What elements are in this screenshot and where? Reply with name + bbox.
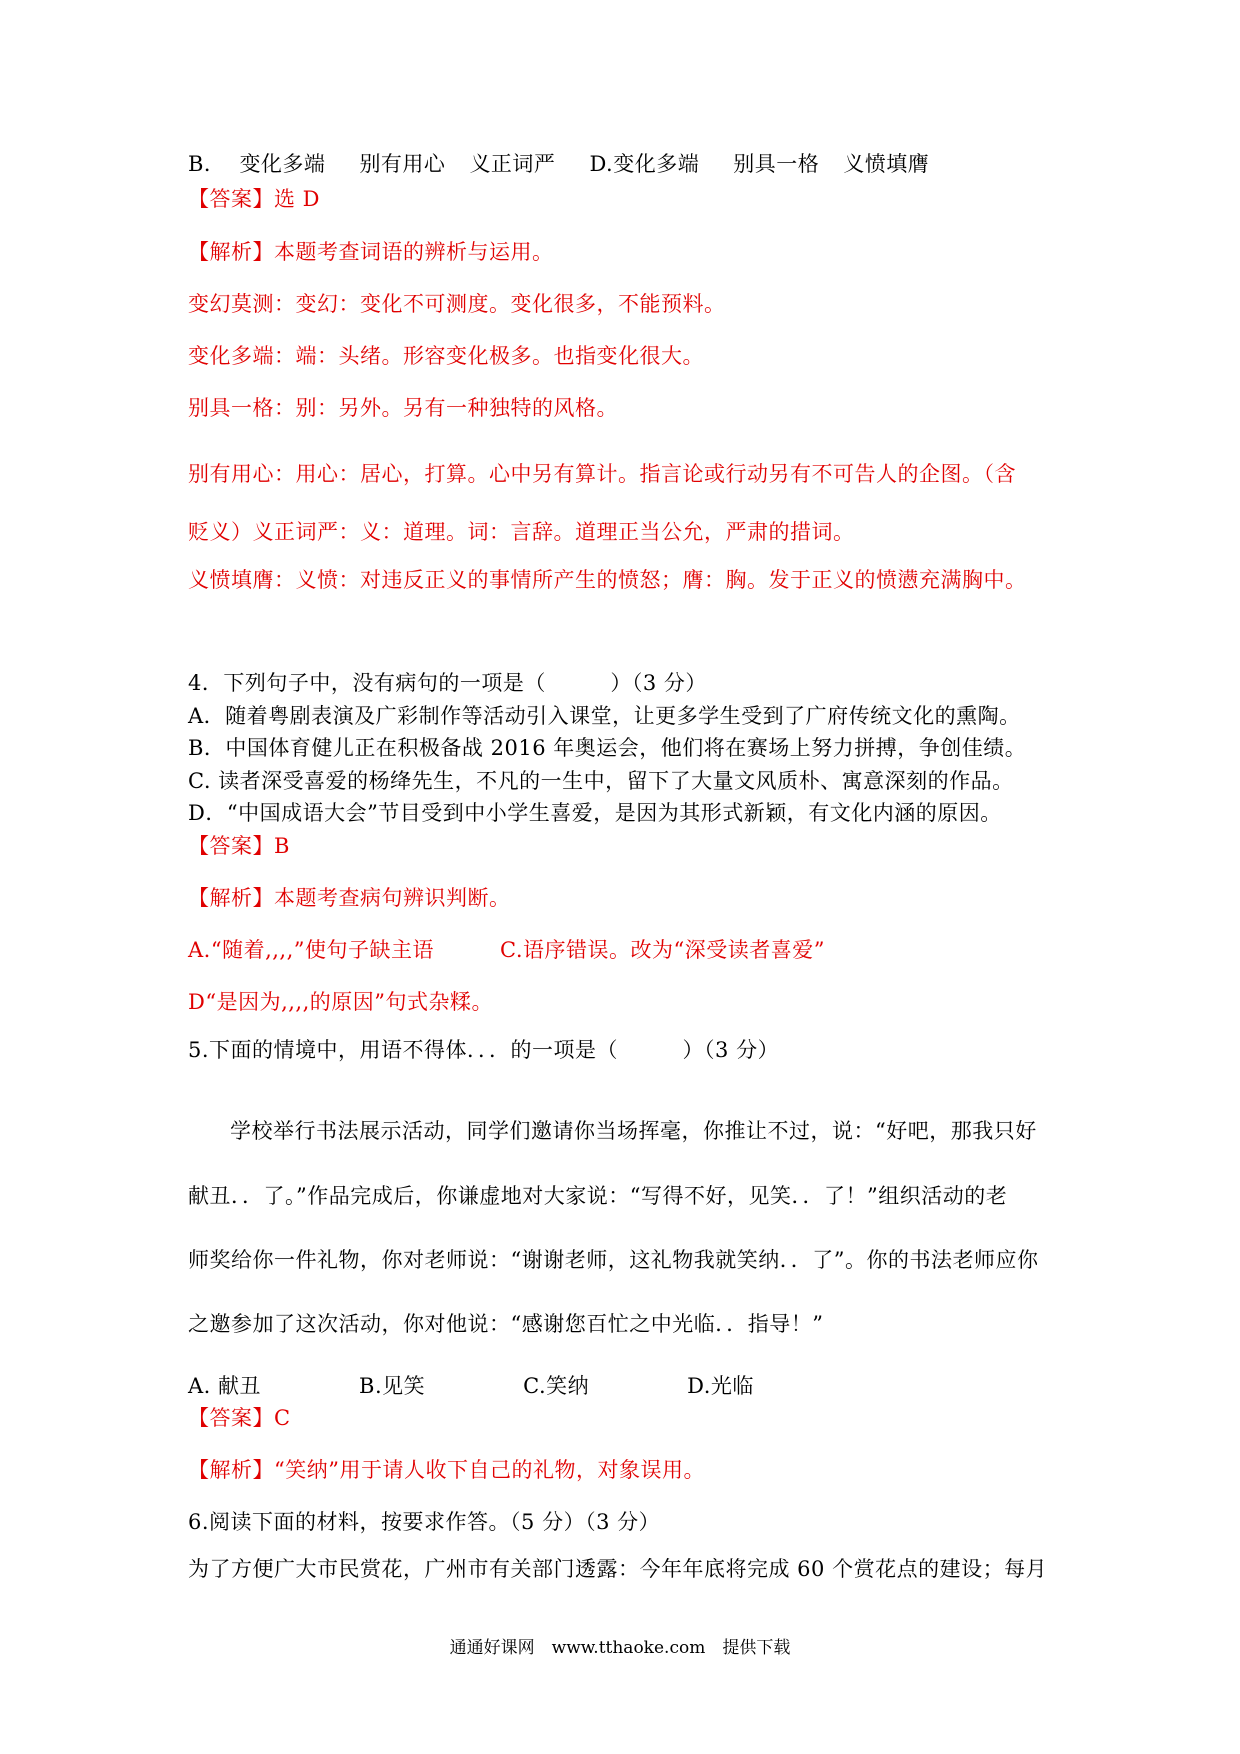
option-word: 别具一格 xyxy=(733,152,820,176)
q5-option-a: A. 献丑 xyxy=(188,1374,262,1398)
q5-passage-line: 师奖给你一件礼物，你对老师说：“谢谢老师，这礼物我就笑纳．．了”。你的书法老师应你 xyxy=(188,1248,1039,1272)
q4-option-c: C. 读者深受喜爱的杨绛先生，不凡的一生中，留下了大量文风质朴、寓意深刻的作品。 xyxy=(188,769,1014,793)
q4-option-a: A．随着粤剧表演及广彩制作等活动引入课堂，让更多学生受到了广府传统文化的熏陶。 xyxy=(188,704,1021,728)
q5-answer: 【答案】C xyxy=(188,1406,291,1430)
q3-analysis-line: 贬义）义正词严：义：道理。词：言辞。道理正当公允，严肃的措词。 xyxy=(188,520,855,544)
q3-analysis-line: 变幻莫测：变幻：变化不可测度。变化很多，不能预料。 xyxy=(188,292,726,316)
q6-stem: 6.阅读下面的材料，按要求作答。（5 分）（3 分） xyxy=(188,1510,661,1534)
q5-option-c: C.笑纳 xyxy=(523,1374,590,1398)
q5-passage-line: 之邀参加了这次活动，你对他说：“感谢您百忙之中光临．．指导！” xyxy=(188,1312,824,1336)
q5-passage-line: 献丑．．了。”作品完成后，你谦虚地对大家说：“写得不好，见笑．．了！”组织活动的老 xyxy=(188,1184,1008,1208)
q5-option-b: B.见笑 xyxy=(359,1374,426,1398)
option-word: 变化多端 xyxy=(239,152,326,176)
option-word: 义正词严 xyxy=(469,152,556,176)
option-label: B． xyxy=(188,152,226,176)
q3-option-b-line xyxy=(188,150,929,178)
q4-analysis-a: A.“随着,,,,”使句子缺主语 xyxy=(188,938,435,962)
option-word: 义愤填膺 xyxy=(843,152,930,176)
q5-option-d: D.光临 xyxy=(687,1374,754,1398)
q4-answer: 【答案】B xyxy=(188,834,290,858)
q4-stem: 4．下列句子中，没有病句的一项是（ ）（3 分） xyxy=(188,671,707,695)
option-word: 别有用心 xyxy=(359,152,446,176)
q3-answer: 【答案】选 D xyxy=(188,187,321,211)
q3-analysis-title: 【解析】本题考查词语的辨析与运用。 xyxy=(188,240,554,264)
q3-analysis-line: 义愤填膺：义愤：对违反正义的事情所产生的愤怒；膺：胸。发于正义的愤懑充满胸中。 xyxy=(188,568,1027,592)
q4-analysis-d: D“是因为,,,,的原因”句式杂糅。 xyxy=(188,990,494,1014)
q4-analysis-title: 【解析】本题考查病句辨识判断。 xyxy=(188,886,511,910)
q6-text: 为了方便广大市民赏花，广州市有关部门透露：今年年底将完成 60 个赏花点的建设；每月 xyxy=(188,1557,1048,1581)
q5-analysis: 【解析】“笑纳”用于请人收下自己的礼物，对象误用。 xyxy=(188,1458,705,1482)
q3-analysis-line: 别有用心：用心：居心，打算。心中另有算计。指言论或行动另有不可告人的企图。（含 xyxy=(188,462,1016,486)
page-footer: 通通好课网 www.tthaoke.com 提供下载 xyxy=(449,1638,791,1658)
q4-option-b: B．中国体育健儿正在积极备战 2016 年奥运会，他们将在赛场上努力拼搏，争创佳绩。 xyxy=(188,736,1027,760)
q5-options xyxy=(188,1372,754,1400)
q3-analysis-line: 别具一格：别：另外。另有一种独特的风格。 xyxy=(188,396,618,420)
q4-analysis-c: C.语序错误。改为“深受读者喜爱” xyxy=(500,938,825,962)
q5-stem: 5.下面的情境中，用语不得体．．．的一项是（ ）（3 分） xyxy=(188,1038,780,1062)
q3-analysis-line: 变化多端：端：头绪。形容变化极多。也指变化很大。 xyxy=(188,344,704,368)
option-label: D.变化多端 xyxy=(589,152,700,176)
q5-passage-line: 学校举行书法展示活动，同学们邀请你当场挥毫，你推让不过，说：“好吧，那我只好 xyxy=(230,1119,1037,1143)
q4-option-d: D．“中国成语大会”节目受到中小学生喜爱，是因为其形式新颖，有文化内涵的原因。 xyxy=(188,801,1002,825)
